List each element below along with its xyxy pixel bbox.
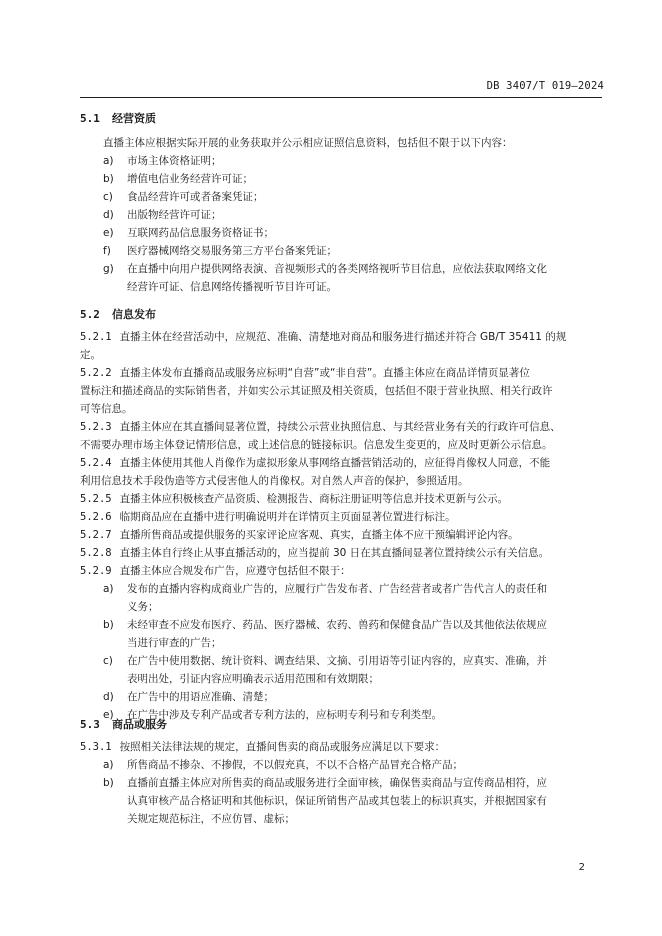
section-5-1-heading [80,110,156,126]
paragraph-5-2-7: 5.2.7 直播所售商品或提供服务的买家评论应客观、真实，直播主体不应干预编辑评论内容。 [80,529,519,541]
section-5-2-heading [80,306,156,322]
list-item-continuation: 经营许可证、信息网络传播视听节目许可证。 [127,281,337,293]
list-item: c) 食品经营许可或者备案凭证； [103,191,264,203]
list-item: b) 未经审查不应发布医疗、药品、医疗器械、农药、兽药和保健食品广告以及其他依法依规应 [103,619,547,631]
list-item: b) 增值电信业务经营许可证； [103,173,253,185]
header-divider [80,97,602,98]
list-item: a) 所售商品不掺杂、不掺假，不以假充真，不以不合格产品冒充合格产品； [103,759,463,771]
paragraph-5-2-6: 5.2.6 临期商品应在直播中进行明确说明并在详情页主页面显著位置进行标注。 [80,511,456,523]
paragraph-5-2-4: 5.2.4 直播主体使用其他人肖像作为虚拟形象从事网络直播营销活动的，应征得肖像权人同意，不能 [80,457,551,469]
section-5-1-intro: 直播主体应根据实际开展的业务获取并公示相应证照信息资料，包括但不限于以下内容： [103,137,513,149]
list-item: g) 在直播中向用户提供网络表演、音视频形式的各类网络视听节目信息，应依法获取网络文化 [103,263,547,275]
list-item: c) 在广告中使用数据、统计资料、调查结果、文摘、引用语等引证内容的，应真实、准确，并 [103,655,547,667]
list-item-continuation: 关规定规范标注，不应仿冒、虚标； [127,813,295,825]
paragraph-5-3-1: 5.3.1 按照相关法律法规的规定，直播间售卖的商品或服务应满足以下要求： [80,741,446,753]
section-title: 信息发布 [112,308,156,321]
paragraph-continuation: 利用信息技术手段伪造等方式侵害他人的肖像权。对自然人声音的保护，参照适用。 [80,475,469,487]
list-item-continuation: 当进行审查的广告； [127,637,222,649]
list-item: d) 出版物经营许可证； [103,209,222,221]
section-number: 5.1 [80,112,100,125]
section-number: 5.2 [80,308,100,321]
paragraph-continuation: 定。 [80,349,101,361]
list-item-continuation: 义务； [127,601,159,613]
paragraph-5-2-1: 5.2.1 直播主体在经营活动中，应规范、准确、清楚地对商品和服务进行描述并符合 GB/T 35411 的规 [80,331,567,343]
list-item: a) 发布的直播内容构成商业广告的，应履行广告发布者、广告经营者或者广告代言人的责任和 [103,583,547,595]
paragraph-continuation: 可等信息。 [80,403,133,415]
list-item-continuation: 表明出处，引证内容应明确表示适用范围和有效期限； [127,673,379,685]
page-number: 2 [578,862,585,873]
section-number: 5.3 [80,718,100,731]
list-item: b) 直播前直播主体应对所售卖的商品或服务进行全面审核，确保售卖商品与宣传商品相符，应 [103,777,547,789]
paragraph-continuation: 不需要办理市场主体登记情形信息，或上述信息的链接标识。信息发生变更的，应及时更新公示信息。 [80,439,553,451]
paragraph-continuation: 置标注和描述商品的实际销售者，并如实公示其证照及相关资质，包括但不限于营业执照、相关行政许 [80,385,553,397]
section-title: 商品或服务 [112,718,167,731]
paragraph-5-2-9: 5.2.9 直播主体应合规发布广告，应遵守包括但不限于： [80,565,351,577]
document-code: DB 3407/T 019—2024 [486,80,604,92]
list-item: e) 在广告中涉及专利产品或者专利方法的，应标明专利号和专利类型。 [103,709,442,721]
section-title: 经营资质 [112,112,156,125]
list-item: a) 市场主体资格证明； [103,155,222,167]
section-5-3-heading [80,716,167,732]
list-item-continuation: 认真审核产品合格证明和其他标识，保证所销售产品或其包装上的标识真实，并根据国家有 [127,795,547,807]
paragraph-5-2-8: 5.2.8 直播主体自行终止从事直播活动的，应当提前 30 日在其直播间显著位置持续公示有关信息。 [80,547,550,559]
paragraph-5-2-3: 5.2.3 直播主体应在其直播间显著位置，持续公示营业执照信息、与其经营业务有关的行政许可信息、 [80,421,561,433]
paragraph-5-2-2: 5.2.2 直播主体发布直播商品或服务应标明“自营”或“非自营”。直播主体应在商品详情页显著位 [80,367,530,379]
list-item: e) 互联网药品信息服务资格证书； [103,227,274,239]
list-item: d) 在广告中的用语应准确、清楚； [103,691,274,703]
paragraph-5-2-5: 5.2.5 直播主体应积极核查产品资质、检测报告、商标注册证明等信息并技术更新与公示。 [80,493,509,505]
list-item: f) 医疗器械网络交易服务第三方平台备案凭证； [103,245,337,257]
